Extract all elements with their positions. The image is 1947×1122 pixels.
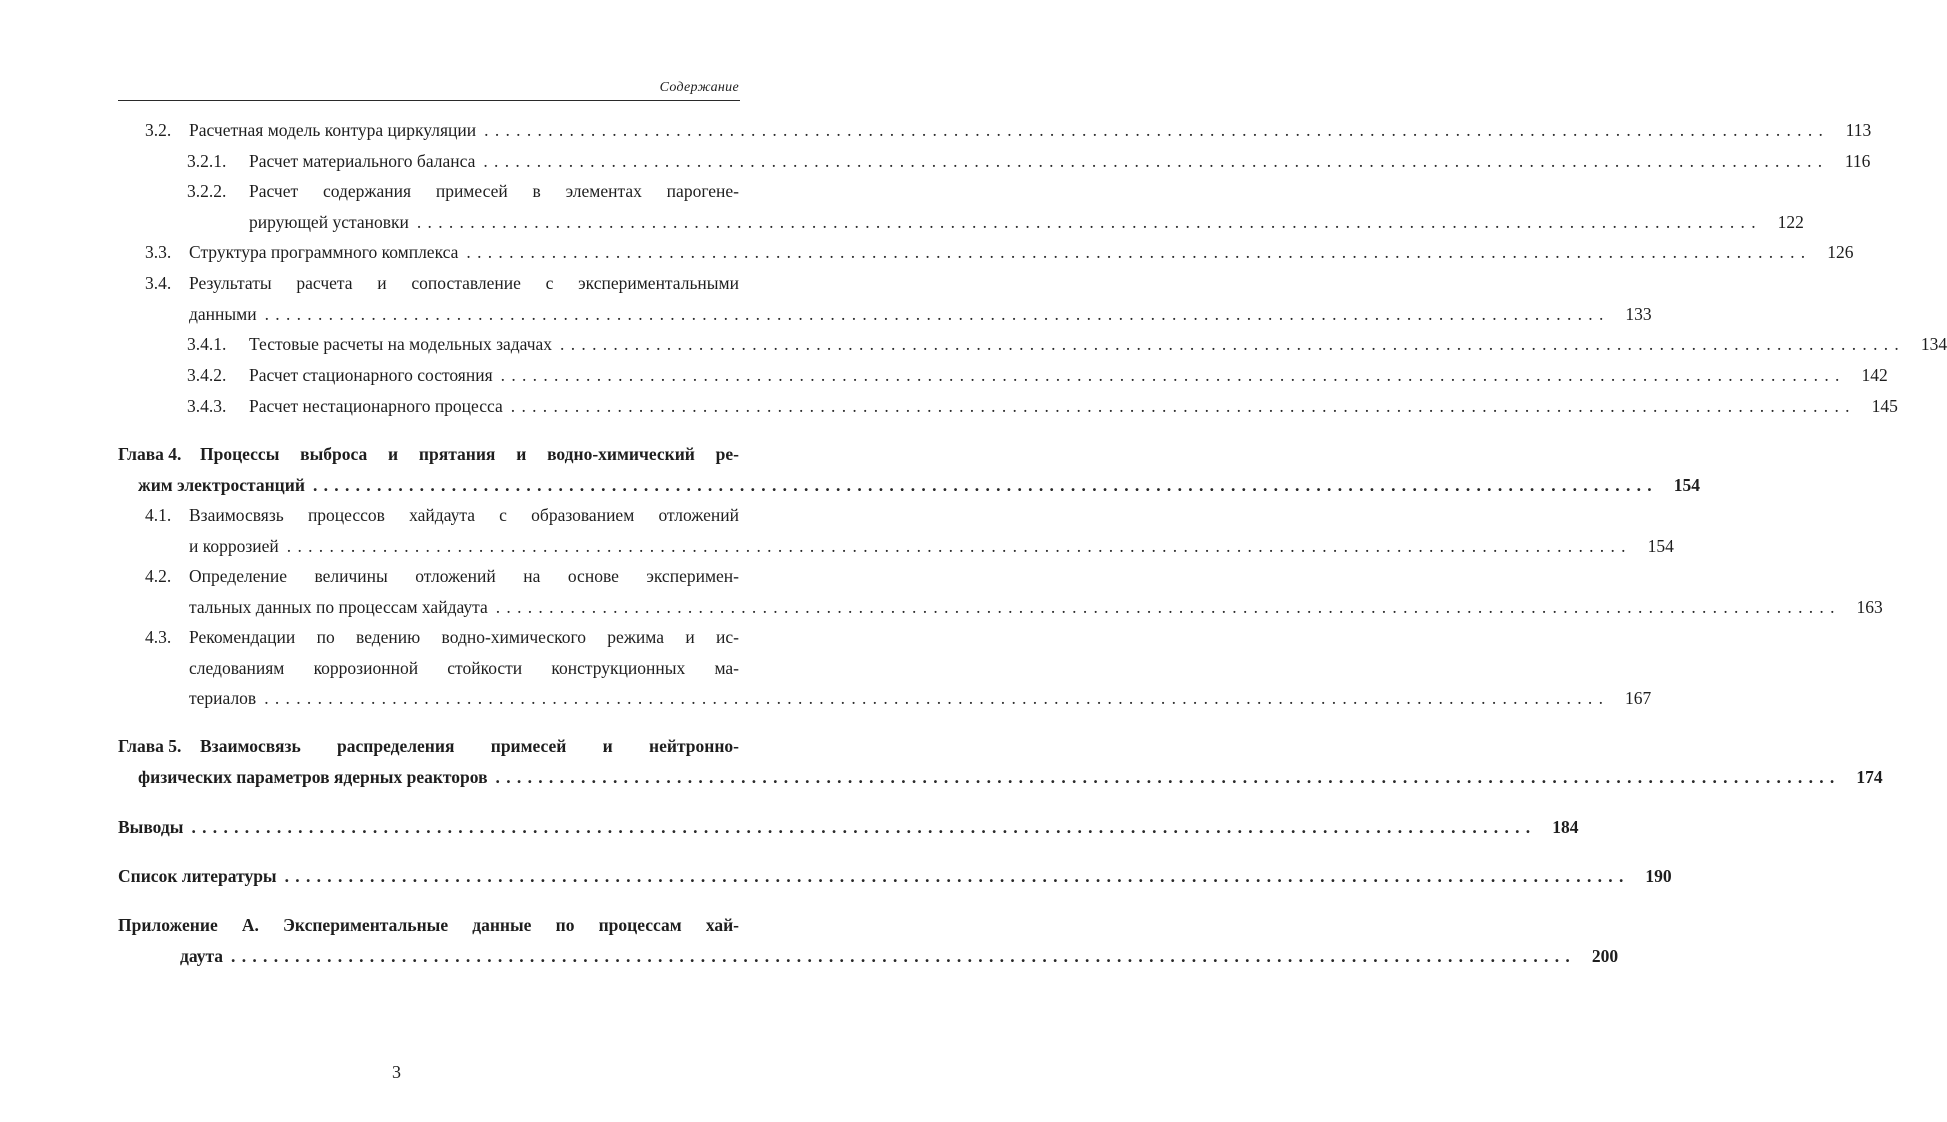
page-ref: 167 (1625, 688, 1652, 708)
toc-entry-3-2[interactable] (145, 115, 1872, 146)
toc-entry-3-3[interactable] (145, 237, 1854, 268)
page-ref: 116 (1844, 151, 1871, 171)
entry-title: Список литературы (118, 866, 277, 886)
page-ref: 145 (1871, 396, 1898, 416)
leader-dots: .............................................................................................................................. (484, 120, 1830, 140)
entry-title: даута (180, 945, 224, 966)
entry-title-line: Определение величины отложений на основе эксперимен- (189, 566, 739, 586)
entry-number: 3.2.1. (187, 151, 227, 171)
toc-entry-3-4-2[interactable] (187, 360, 1888, 391)
entry-title: Выводы (118, 817, 184, 837)
entry-title-line: Расчет содержания примесей в элементах парогене- (249, 181, 739, 201)
entry-number: Глава 4. (118, 444, 182, 464)
leader-dots: .............................................................................................................................. (560, 334, 1906, 354)
entry-title: рирующей установки (249, 211, 409, 232)
entry-title: тальных данных по процессам хайдаута (189, 596, 488, 617)
leader-dots: .............................................................................................................................. (416, 211, 1762, 232)
toc-entry-3-2-2[interactable] (187, 176, 1804, 237)
page-ref: 184 (1552, 817, 1579, 837)
leader-dots: .............................................................................................................................. (264, 303, 1610, 324)
page-ref: 122 (1777, 211, 1804, 232)
toc-entry-appendix-a[interactable] (118, 910, 1619, 971)
toc-entry-3-4-1[interactable] (187, 329, 1947, 360)
entry-number: 4.1. (145, 505, 172, 525)
page-ref: 174 (1856, 766, 1883, 787)
leader-dots: .............................................................................................................................. (483, 151, 1829, 171)
page-ref: 142 (1861, 365, 1888, 385)
toc-entry-4-2[interactable] (145, 561, 1883, 622)
page-ref: 154 (1647, 535, 1674, 556)
toc-entry-3-2-1[interactable] (187, 146, 1871, 177)
entry-number: 3.4.1. (187, 334, 227, 354)
entry-number: 4.2. (145, 566, 172, 586)
page-ref: 190 (1645, 866, 1672, 886)
toc-entry-chapter-5[interactable] (118, 731, 1883, 792)
entry-title: жим электростанций (138, 474, 305, 495)
entry-title: Расчет материального баланса (249, 151, 476, 171)
toc-entry-4-3[interactable] (145, 622, 1652, 714)
entry-number: 4.3. (145, 627, 172, 647)
toc-entry-references[interactable] (118, 861, 1672, 892)
entry-number: 3.4. (145, 273, 172, 293)
entry-title-line: Взаимосвязь распределения примесей и нейтронно- (200, 736, 739, 756)
entry-title: Структура программного комплекса (189, 242, 459, 262)
entry-title-line: следованиям коррозионной стойкости конструкционных ма- (189, 657, 739, 678)
leader-dots: .............................................................................................................................. (264, 688, 1610, 708)
page-ref: 126 (1827, 242, 1854, 262)
toc-entry-4-1[interactable] (145, 500, 1674, 561)
entry-number: Глава 5. (118, 736, 182, 756)
leader-dots: .............................................................................................................................. (500, 365, 1846, 385)
leader-dots: .............................................................................................................................. (231, 945, 1577, 966)
entry-number: 3.4.2. (187, 365, 227, 385)
entry-title: Расчетная модель контура циркуляции (189, 120, 477, 140)
entry-number: 3.2. (145, 120, 172, 140)
page-ref: 154 (1673, 474, 1700, 495)
toc-entry-3-4[interactable] (145, 268, 1652, 329)
leader-dots: .............................................................................................................................. (495, 766, 1841, 787)
page-ref: 200 (1591, 945, 1619, 966)
page-ref: 133 (1625, 303, 1652, 324)
page-ref: 113 (1845, 120, 1872, 140)
toc-entry-conclusions[interactable] (118, 812, 1579, 843)
entry-title: териалов (189, 688, 257, 708)
entry-number: 3.3. (145, 242, 172, 262)
entry-title: физических параметров ядерных реакторов (138, 766, 488, 787)
entry-title-line: Результаты расчета и сопоставление с экспериментальными (189, 273, 739, 293)
entry-title: данными (189, 303, 257, 324)
entry-title-line: Рекомендации по ведению водно-химического режима и ис- (189, 627, 739, 647)
leader-dots: .............................................................................................................................. (312, 474, 1658, 495)
entry-title-line: Приложение А. Экспериментальные данные по процессам хай- (118, 915, 739, 935)
entry-title: и коррозией (189, 535, 279, 556)
page-ref: 134 (1920, 334, 1947, 354)
page-number: 3 (392, 1062, 401, 1082)
entry-number: 3.4.3. (187, 396, 227, 416)
leader-dots: .............................................................................................................................. (191, 817, 1537, 837)
leader-dots: .............................................................................................................................. (466, 242, 1812, 262)
leader-dots: .............................................................................................................................. (510, 396, 1856, 416)
leader-dots: .............................................................................................................................. (495, 596, 1841, 617)
toc-entry-chapter-4[interactable] (118, 439, 1700, 500)
entry-title-line: Процессы выброса и прятания и водно-химический ре- (200, 444, 739, 464)
entry-title-line: Взаимосвязь процессов хайдаута с образованием отложений (189, 505, 739, 525)
entry-number: 3.2.2. (187, 181, 227, 201)
page-ref: 163 (1856, 596, 1883, 617)
entry-title: Расчет стационарного состояния (249, 365, 493, 385)
running-header: Содержание (659, 80, 739, 95)
toc-entry-3-4-3[interactable] (187, 391, 1898, 422)
leader-dots: .............................................................................................................................. (284, 866, 1630, 886)
leader-dots: .............................................................................................................................. (286, 535, 1632, 556)
entry-title: Расчет нестационарного процесса (249, 396, 503, 416)
entry-title: Тестовые расчеты на модельных задачах (249, 334, 553, 354)
